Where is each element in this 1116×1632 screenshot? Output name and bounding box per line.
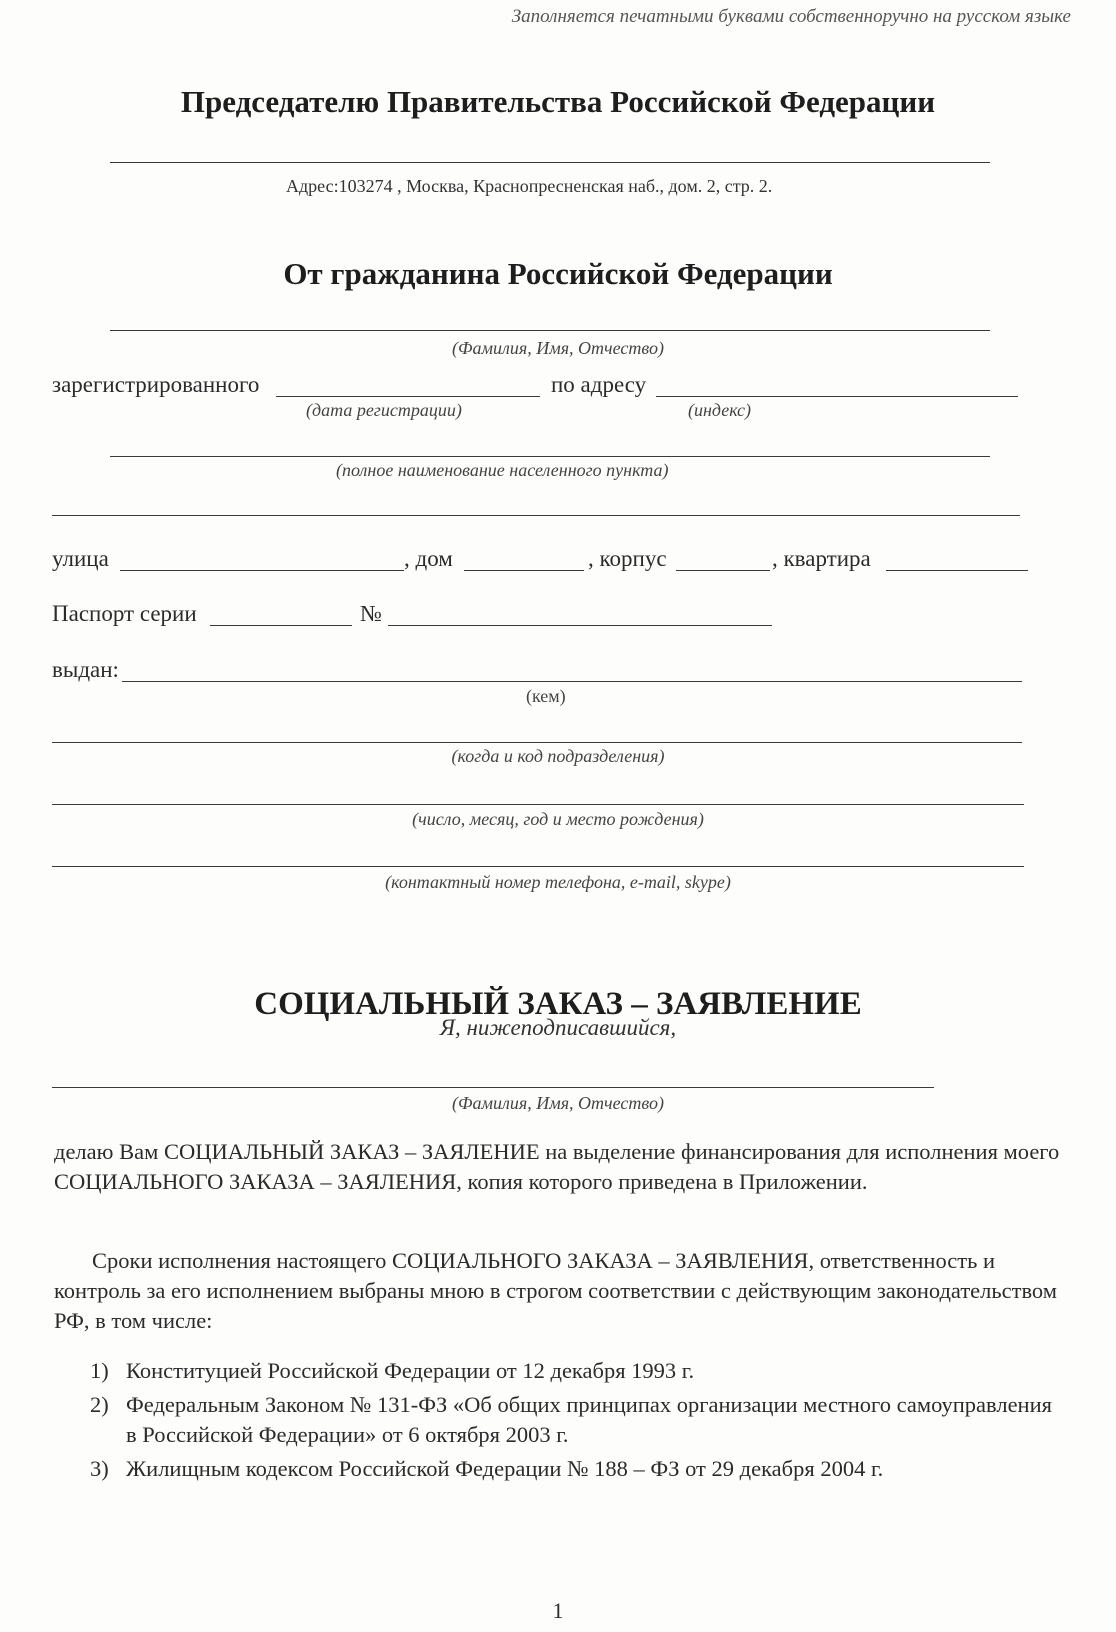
issued-when-line[interactable] <box>52 742 1022 743</box>
page-number: 1 <box>552 1598 564 1623</box>
apartment-line[interactable] <box>886 570 1028 571</box>
street-label: улица <box>52 546 109 571</box>
list-item-text: Федеральным Законом № 131-ФЗ «Об общих принципах организации местного самоуправления в Российской Федерации» от 6 октября 2003 г. <box>126 1392 1052 1447</box>
registered-label: зарегистрированного <box>52 372 260 397</box>
passport-series-label: Паспорт серии <box>52 601 197 626</box>
reg-date-line[interactable] <box>276 396 540 397</box>
list-item-text: Конституцией Российской Федерации от 12 декабря 1993 г. <box>126 1358 695 1383</box>
issued-by-caption: (кем) <box>526 686 566 706</box>
list-item-number: 1) <box>90 1358 109 1383</box>
list-item-number: 2) <box>90 1392 109 1417</box>
sender-fio-line[interactable] <box>110 330 990 331</box>
recipient-address: Адрес:103274 , Москва, Краснопресненская наб., дом. 2, стр. 2. <box>286 176 773 196</box>
building-line[interactable] <box>676 570 770 571</box>
index-caption: (индекс) <box>688 400 751 420</box>
list-item-text: Жилищным кодексом Российской Федерации № 188 – ФЗ от 29 декабря 2004 г. <box>126 1456 884 1481</box>
legal-basis-list <box>90 1356 1070 1486</box>
recipient-name-line[interactable] <box>110 162 990 163</box>
contact-caption: (контактный номер телефона, e-mail, skype) <box>385 872 731 892</box>
passport-number-line[interactable] <box>388 625 772 626</box>
undersigned-fio-caption: (Фамилия, Имя, Отчество) <box>452 1093 664 1113</box>
house-line[interactable] <box>464 570 584 571</box>
issued-by-line[interactable] <box>122 681 1022 682</box>
house-label: , дом <box>404 546 453 571</box>
locality-line[interactable] <box>110 456 990 457</box>
passport-series-line[interactable] <box>210 625 352 626</box>
locality-extra-line[interactable] <box>52 515 1020 516</box>
street-line[interactable] <box>120 570 404 571</box>
building-label: , корпус <box>588 546 667 571</box>
issued-when-caption: (когда и код подразделения) <box>451 746 665 766</box>
reg-date-caption: (дата регистрации) <box>306 400 462 420</box>
recipient-title: Председателю Правительства Российской Федерации <box>180 84 936 119</box>
issued-label: выдан: <box>52 657 119 682</box>
contact-line[interactable] <box>52 866 1024 867</box>
birth-caption: (число, месяц, год и место рождения) <box>412 809 704 829</box>
locality-caption: (полное наименование населенного пункта) <box>336 460 669 480</box>
undersigned-fio-line[interactable] <box>52 1087 934 1088</box>
paragraph-1: делаю Вам СОЦИАЛЬНЫЙ ЗАКАЗ – ЗАЯЛЕНИЕ на выделение финансирования для исполнения моего СОЦИАЛЬНОГО ЗАКАЗА – ЗАЯЛЕНИЯ, копия которого приведена в Приложении. <box>54 1139 1060 1194</box>
statement-title: СОЦИАЛЬНЫЙ ЗАКАЗ – ЗАЯВЛЕНИЕ <box>254 986 862 1022</box>
passport-number-label: № <box>360 601 382 626</box>
paragraph-2: Сроки исполнения настоящего СОЦИАЛЬНОГО ЗАКАЗА – ЗАЯВЛЕНИЯ, ответственность и контроль за его исполнением выбраны мною в строгом соответствии с действующим законодательством РФ, в том числе: <box>54 1248 1057 1333</box>
sender-fio-caption: (Фамилия, Имя, Отчество) <box>452 338 664 358</box>
apartment-label: , квартира <box>772 546 871 571</box>
index-line[interactable] <box>656 396 1018 397</box>
sender-title: От гражданина Российской Федерации <box>283 256 833 291</box>
birth-line[interactable] <box>52 804 1024 805</box>
address-label: по адресу <box>551 372 647 397</box>
header-note: Заполняется печатными буквами собственноручно на русском языке <box>511 6 1071 27</box>
undersigned-text: Я, нижеподписавшийся, <box>439 1015 677 1040</box>
list-item-number: 3) <box>90 1456 109 1481</box>
